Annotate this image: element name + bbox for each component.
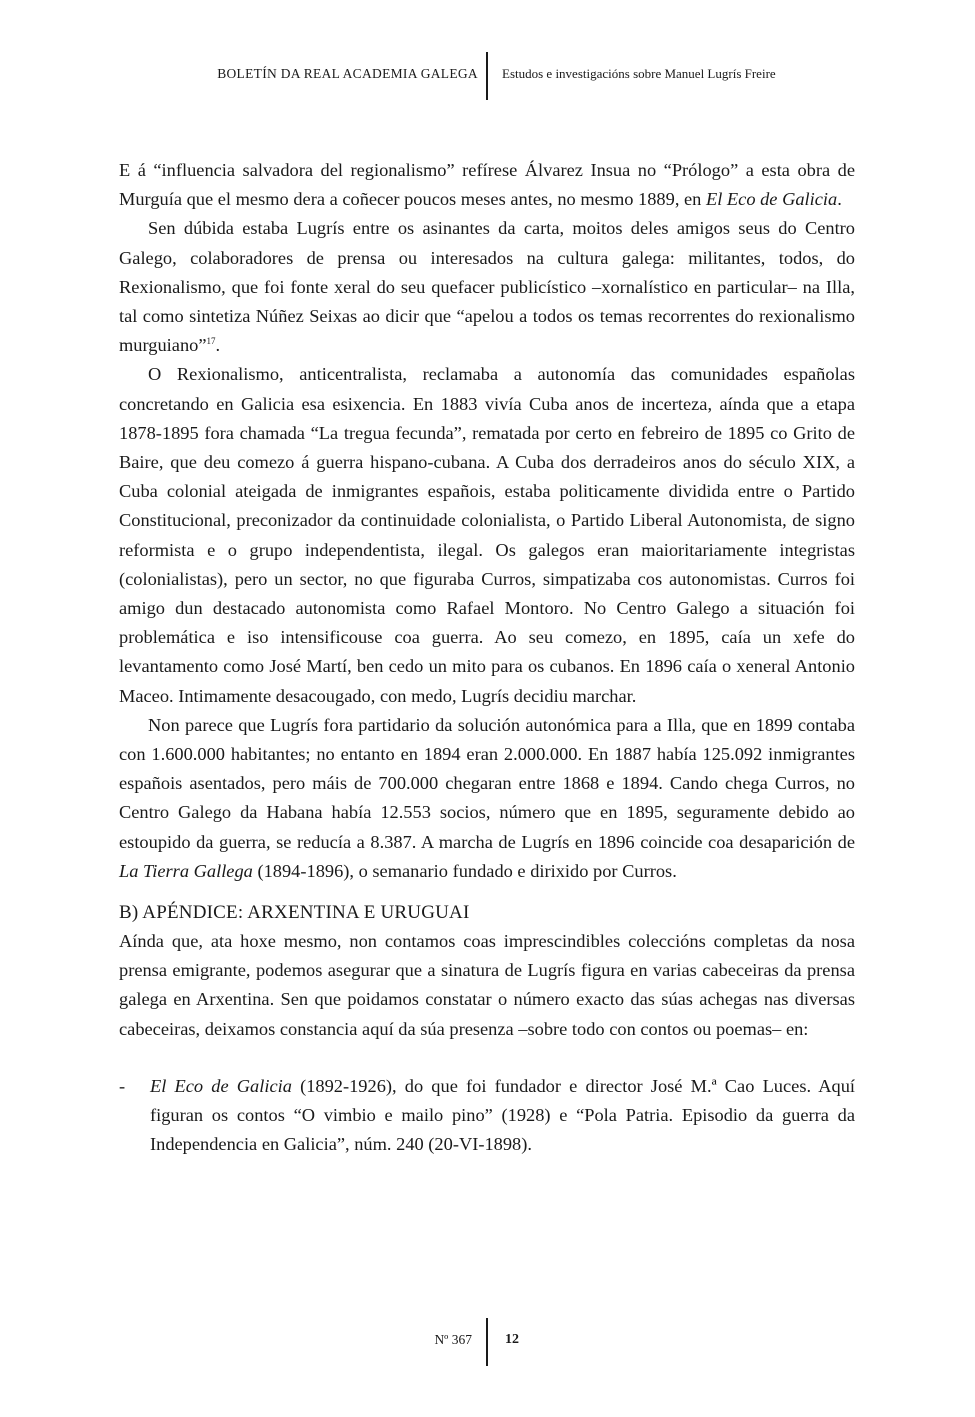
header-divider	[486, 52, 488, 100]
italic-title: La Tierra Gallega	[119, 860, 253, 881]
section-heading: B) APÉNDICE: ARXENTINA E URUGUAI	[119, 902, 470, 924]
paragraph-text: .	[215, 335, 221, 356]
body-text	[119, 156, 855, 1160]
paragraph-1	[119, 156, 855, 214]
page-number: 12	[505, 1332, 519, 1347]
list-item-text: (1892-1926), do que foi fundador e director José M.ª Cao Luces. Aquí figuran os contos “O vimbio e mailo pino” (1928) e “Pola Patria. Episodio da guerra da Independencia en Galicia”, núm. 240 (20-VI-1898).	[150, 1075, 856, 1155]
paragraph-3: O Rexionalismo, anticentralista, reclamaba a autonomía das comunidades españolas concretando en Galicia esa esixencia. En 1883 vivía Cuba anos de incerteza, aínda que a etapa 1878-1895 fora chamada “La tregua fecunda”, rematada por certo en febreiro de 1895 co Grito de Baire, que deu comezo á guerra hispano-cubana. A Cuba dos derradeiros anos do século XIX, a Cuba colonial ateigada de inmigrantes españois, estaba politicamente dividida entre o Partido Constitucional, preconizador da continuidade colonialista, o Partido Liberal Autonomista, de signo reformista e o grupo independentista, ilegal. Os galegos eran maioritariamente integristas (colonialistas), pero un sector, no que figuraba Curros, simpatizaba cos autonomistas. Curros foi amigo dun destacado autonomista como Rafael Montoro. No Centro Galego a situación foi problemática e iso intensificouse coa guerra. Ao seu comezo, en 1895, caía un xefe do levantamento como José Martí, ben cedo un mito para os cubanos. En 1896 caía o xeneral Antonio Maceo. Intimamente desacougado, con medo, Lugrís decidiu marchar.	[119, 364, 855, 706]
footer-divider	[486, 1318, 488, 1366]
italic-title: El Eco de Galicia	[705, 189, 838, 210]
footnote-ref[interactable]: 17	[206, 336, 216, 347]
paragraph-text: Sen dúbida estaba Lugrís entre os asinantes da carta, moitos deles amigos seus do Centro Galego, colaboradores de prensa ou interesados na cultura galega: militantes, todos, do Rexionalismo, que foi fonte xeral do seu quefacer publicístico –xornalístico en particular– na Illa, tal como sintetiza Núñez Seixas ao dicir que “apelou a todos os temas recorrentes do rexionalismo murguiano”	[119, 218, 855, 356]
list-item	[119, 1072, 855, 1160]
paragraph-text: Non parece que Lugrís fora partidario da solución autonómica para a Illa, que en 1899 contaba con 1.600.000 habitantes; no entanto en 1894 eran 2.000.000. En 1887 había 125.092 inmigrantes españois asentados, pero máis de 700.000 chegaran entre 1868 e 1894. Cando chega Curros, no Centro Galego da Habana había 12.553 socios, número que en 1895, seguramente debido ao estoupido da guerra, se reducía a 8.387. A marcha de Lugrís en 1896 coincide coa desaparición de	[119, 714, 855, 852]
paragraph-5: Aínda que, ata hoxe mesmo, non contamos coas imprescindibles coleccións completas da nosa prensa emigrante, podemos asegurar que a sinatura de Lugrís figura en varias cabeceiras da prensa galega en Arxentina. Sen que poidamos constatar o número exacto das súas achegas nas diversas cabeceiras, deixamos constancia aquí da súa presenza –sobre todo con contos ou poemas– en:	[119, 931, 855, 1039]
page-footer	[0, 1318, 975, 1366]
bullet-dash: -	[119, 1075, 126, 1096]
page-header	[0, 52, 975, 100]
paragraph-text: .	[837, 189, 842, 210]
paragraph-text: E á “influencia salvadora del regionalismo” refírese Álvarez Insua no “Prólogo” a esta obra de Murguía que el mesmo dera a coñecer poucos meses antes, no mesmo 1889, en	[119, 160, 855, 210]
issue-number: Nº 367	[434, 1332, 472, 1347]
paragraph-4	[119, 711, 855, 886]
italic-title: El Eco de Galicia	[150, 1075, 292, 1096]
section-title-running-head: Estudos e investigacións sobre Manuel Lugrís Freire	[502, 66, 776, 81]
paragraph-2	[119, 214, 855, 360]
publication-list	[119, 1072, 855, 1160]
journal-title: BOLETÍN DA REAL ACADEMIA GALEGA	[217, 66, 478, 81]
paragraph-text: (1894-1896), o semanario fundado e dirixido por Curros.	[252, 860, 677, 881]
